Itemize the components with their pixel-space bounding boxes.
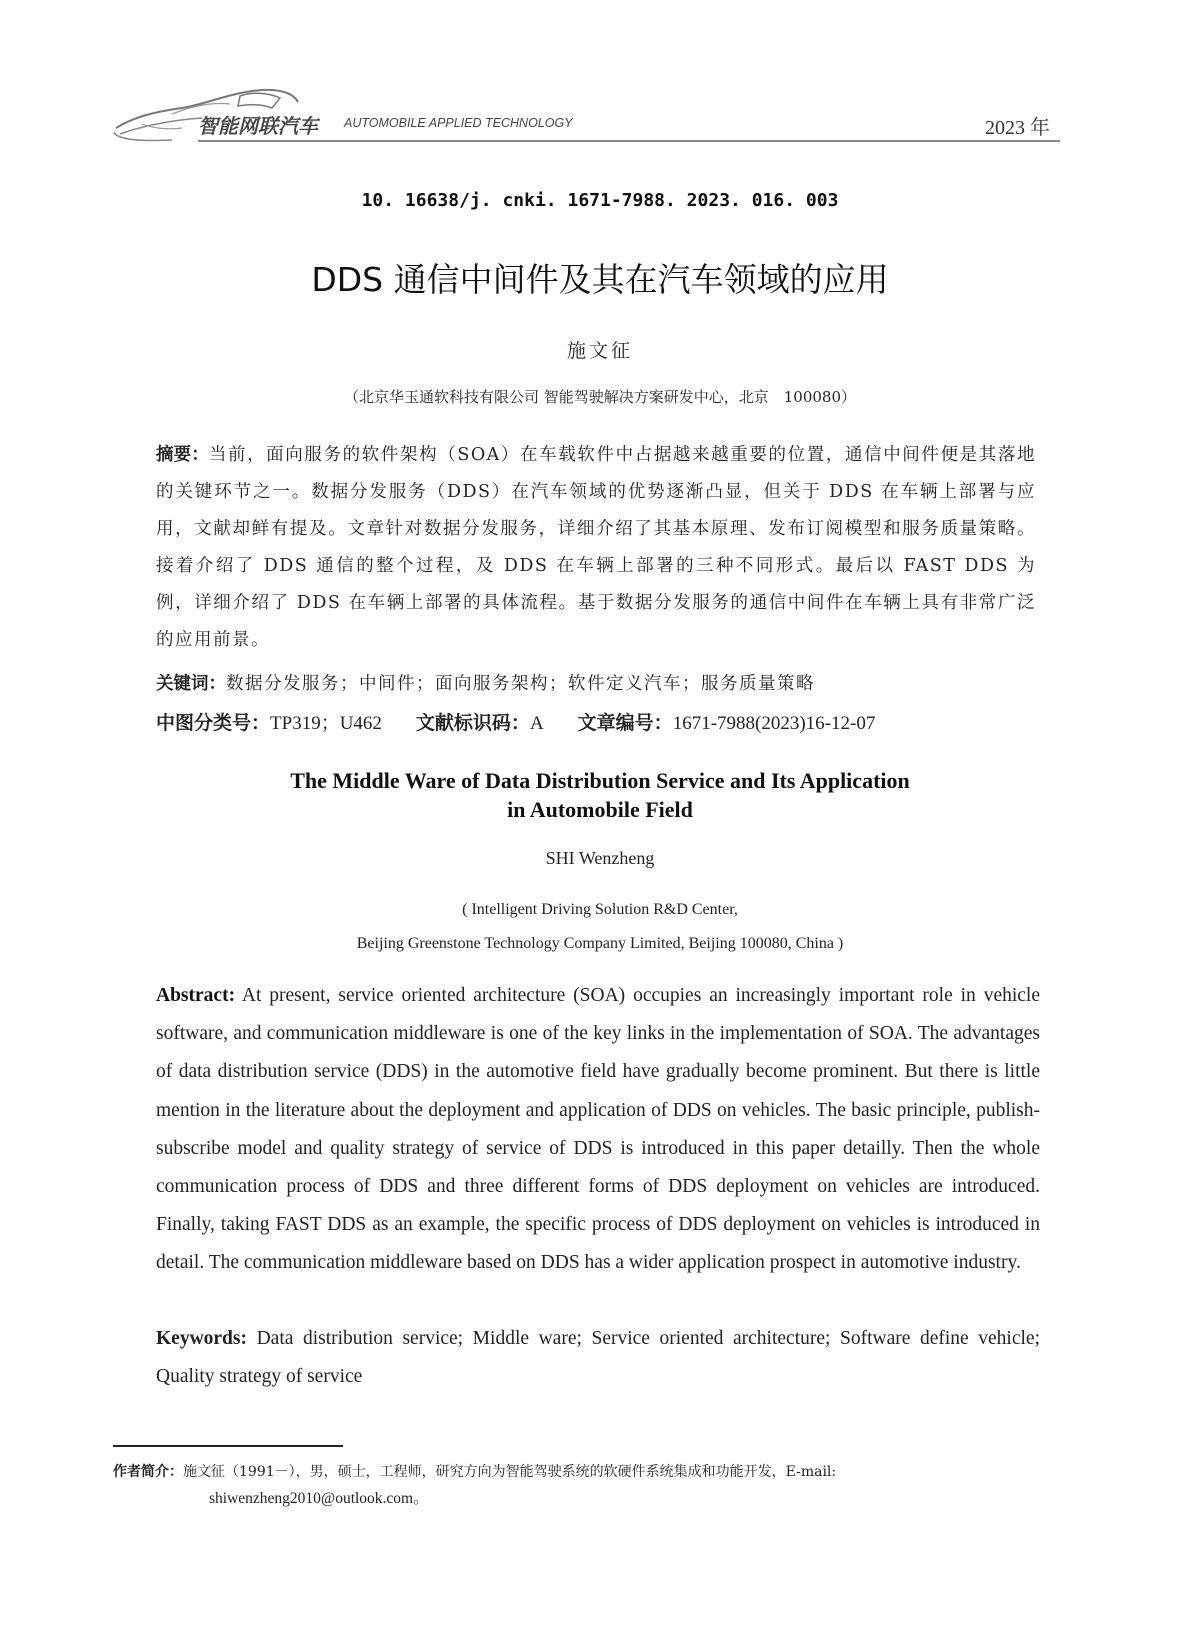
title-en-line2: in Automobile Field (507, 797, 693, 822)
title-en-line1: The Middle Ware of Data Distribution Service and Its Application (290, 768, 910, 793)
article-no-label: 文章编号： (577, 712, 673, 734)
footnote-text: 施文征（1991－），男，硕士，工程师，研究方向为智能驾驶系统的软硬件系统集成和功能开发，E-mail: (183, 1464, 837, 1480)
affiliation-en (0, 893, 1200, 961)
classification-line (156, 708, 1036, 735)
keywords-en (156, 1320, 1040, 1396)
abstract-en-text: At present, service oriented architecture (SOA) occupies an increasingly important role in vehicle software, and communication middleware is one of the key links in the implementation of SOA. The advantages of data distribution service (DDS) in the automotive field have gradually become prominent. But there is little mention in the literature about the deployment and application of DDS on vehicles. The basic principle, publish-subscribe model and quality strategy of service of DDS is introduced in this paper detailly. Then the whole communication process of DDS and three different forms of DDS deployment on vehicles are introduced. Finally, taking FAST DDS as an example, the specific process of DDS deployment on vehicles is introduced in detail. The communication middleware based on DDS has a wider application prospect in automotive industry. (156, 985, 1040, 1274)
abstract-en (156, 977, 1040, 1283)
doc-code-label: 文献标识码： (415, 712, 530, 734)
page-title-cn: DDS 通信中间件及其在汽车领域的应用 (311, 260, 889, 299)
keywords-en-text: Data distribution service; Middle ware; Service oriented architecture; Software define vehicle; Quality strategy of service (156, 1328, 1040, 1388)
journal-name-cn: 智能网联汽车 (198, 114, 318, 138)
header-divider (198, 140, 1060, 142)
author-cn: 施文征 (566, 340, 633, 362)
abstract-cn-label: 摘要： (156, 445, 209, 465)
clc-label: 中图分类号： (156, 712, 271, 734)
article-no-value: 1671-7988(2023)16-12-07 (672, 713, 876, 734)
affiliation-en-line1: ( Intelligent Driving Solution R&D Center, (462, 901, 738, 918)
author-email: shiwenzheng2010@outlook.com。 (209, 1490, 429, 1507)
keywords-en-label: Keywords: (156, 1328, 247, 1349)
keywords-cn-label: 关键词： (156, 674, 226, 694)
page-title-en (0, 766, 1200, 824)
author-footnote (113, 1457, 1073, 1511)
abstract-cn-text: 当前，面向服务的软件架构（SOA）在车载软件中占据越来越重要的位置，通信中间件便是其落地的关键环节之一。数据分发服务（DDS）在汽车领域的优势逐渐凸显，但关于 DDS 在车辆上部署与应用，文献却鲜有提及。文章针对数据分发服务，详细介绍了其基本原理、发布订阅模型和服务质量策略。接着介绍了 DDS 通信的整个过程，及 DDS 在车辆上部署的三种不同形式。最后以 FAST DDS 为例，详细介绍了 DDS 在车辆上部署的具体流程。基于数据分发服务的通信中间件在车辆上具有非常广泛的应用前景。 (156, 445, 1036, 650)
abstract-cn (156, 437, 1036, 659)
keywords-cn (156, 670, 1036, 695)
publication-year: 2023 年 (985, 117, 1050, 139)
keywords-cn-text: 数据分发服务；中间件；面向服务架构；软件定义汽车；服务质量策略 (226, 674, 815, 694)
doi: 10. 16638/j. cnki. 1671-7988. 2023. 016. 003 (361, 190, 839, 211)
clc-value: TP319；U462 (270, 713, 382, 734)
abstract-en-label: Abstract: (156, 985, 236, 1006)
affiliation-cn: （北京华玉通软科技有限公司 智能驾驶解决方案研发中心，北京 100080） (343, 388, 857, 406)
footnote-label: 作者简介： (113, 1464, 183, 1480)
footnote-divider (113, 1445, 343, 1447)
author-en: SHI Wenzheng (545, 848, 655, 868)
journal-header (112, 80, 1060, 144)
journal-name-en: AUTOMOBILE APPLIED TECHNOLOGY (344, 116, 573, 130)
doc-code-value: A (529, 713, 544, 734)
affiliation-en-line2: Beijing Greenstone Technology Company Limited, Beijing 100080, China ) (356, 935, 844, 952)
